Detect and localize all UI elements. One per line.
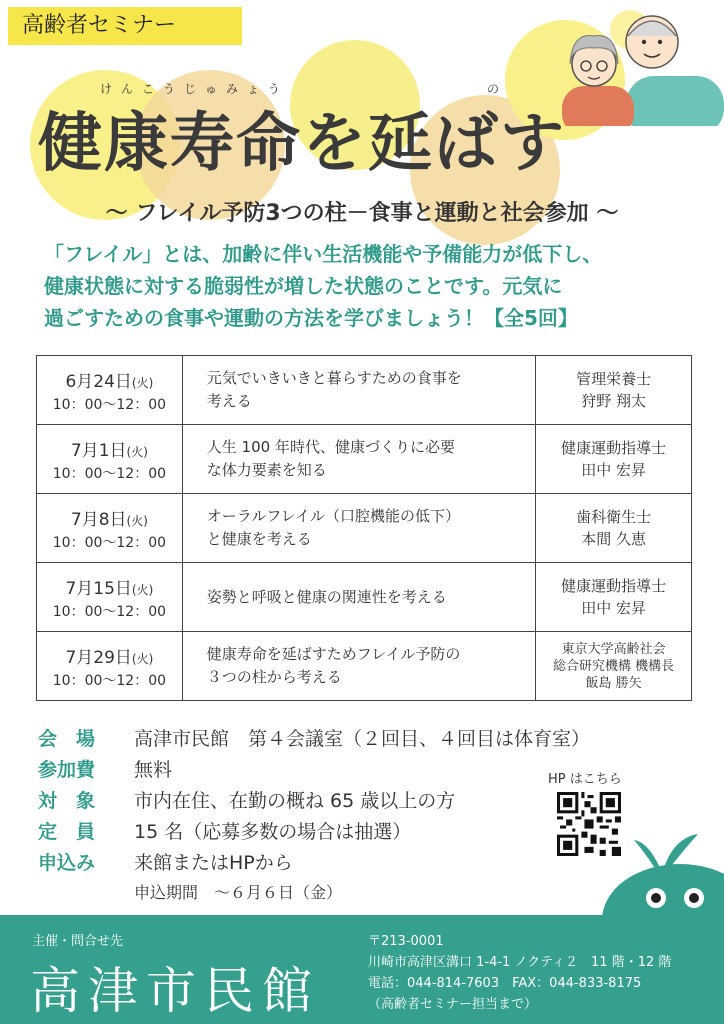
apply-value: 来館またはHPから bbox=[134, 852, 293, 874]
session-date bbox=[37, 356, 183, 425]
weekday-text: (火) bbox=[126, 444, 148, 459]
capacity-label: 定 員 bbox=[38, 821, 96, 843]
session-lecturer bbox=[536, 494, 692, 563]
venue-value: 高津市民館 第４会議室（２回目、４回目は体育室） bbox=[134, 728, 591, 750]
time-text: 10：00～12：00 bbox=[52, 672, 167, 689]
weekday-text: (火) bbox=[126, 513, 148, 528]
title-ruby: けんこうじゅみょう bbox=[100, 82, 290, 96]
topic-line: 姿勢と呼吸と健康の関連性を考える bbox=[206, 587, 447, 606]
date-text: 7月29日 bbox=[65, 647, 132, 668]
contact-note: （高齢者セミナー担当まで） bbox=[368, 997, 538, 1012]
contact-info bbox=[368, 931, 671, 1015]
lecturer-name: 本間 久恵 bbox=[581, 530, 646, 548]
target-value: 市内在住、在勤の概ね 65 歳以上の方 bbox=[134, 790, 456, 812]
date-text: 7月15日 bbox=[65, 578, 132, 599]
qr-label: HP はこちら bbox=[548, 772, 622, 787]
weekday-text: (火) bbox=[131, 651, 154, 666]
table-row bbox=[37, 632, 692, 701]
session-topic bbox=[182, 494, 535, 563]
time-text: 10：00～12：00 bbox=[52, 534, 167, 551]
lecturer-name: 飯島 勝矢 bbox=[585, 675, 642, 691]
address: 川崎市高津区溝口 1-4-1 ノクティ２ 11 階・12 階 bbox=[368, 955, 672, 970]
table-row bbox=[37, 425, 692, 494]
topic-line: オーラルフレイル（口腔機能の低下） bbox=[206, 507, 460, 525]
topic-line: 元気でいきいきと暮らすための食事を bbox=[206, 369, 462, 387]
time-text: 10：00～12：00 bbox=[52, 603, 167, 620]
lecturer-title: 歯科衛生士 bbox=[576, 508, 652, 526]
table-row bbox=[37, 356, 692, 425]
date-text: 7月1日 bbox=[70, 440, 127, 461]
date-text: 7月8日 bbox=[70, 509, 127, 530]
time-text: 10：00～12：00 bbox=[52, 396, 167, 413]
capacity-value: 15 名（応募多数の場合は抽選） bbox=[134, 821, 412, 843]
intro-line: 過ごすための食事や運動の方法を学びましょう！【全5回】 bbox=[44, 306, 578, 330]
topic-line: ３つの柱から考える bbox=[206, 668, 342, 686]
session-lecturer bbox=[536, 356, 692, 425]
target-label: 対 象 bbox=[38, 790, 96, 812]
session-date bbox=[37, 494, 183, 563]
lecturer-title: 健康運動指導士 bbox=[561, 439, 667, 457]
topic-line: な体力要素を知る bbox=[206, 461, 327, 479]
lecturer-name: 田中 宏昇 bbox=[581, 461, 646, 479]
session-date bbox=[37, 563, 183, 632]
elderly-couple-illustration bbox=[556, 6, 724, 126]
session-date bbox=[37, 425, 183, 494]
topic-line: 健康寿命を延ばすためフレイル予防の bbox=[206, 645, 461, 663]
topic-line: 人生 100 年時代、健康づくりに必要 bbox=[206, 438, 455, 456]
fee-value: 無料 bbox=[134, 759, 173, 781]
fee-label: 参加費 bbox=[38, 759, 96, 781]
weekday-text: (火) bbox=[131, 375, 154, 390]
apply-label: 申込み bbox=[38, 852, 96, 874]
lecturer-title: 健康運動指導士 bbox=[561, 577, 667, 595]
session-lecturer bbox=[536, 425, 692, 494]
weekday-text: (火) bbox=[131, 582, 154, 597]
session-topic bbox=[182, 632, 535, 701]
date-text: 6月24日 bbox=[65, 371, 132, 392]
host-label: 主催・問合せ先 bbox=[32, 934, 124, 949]
page-title: 健康寿命を延ばす bbox=[38, 107, 566, 181]
venue-row bbox=[38, 722, 698, 753]
venue-label: 会 場 bbox=[38, 728, 96, 750]
topic-line: と健康を考える bbox=[206, 530, 312, 548]
session-date bbox=[37, 632, 183, 701]
intro-line: 「フレイル」とは、加齢に伴い生活機能や予備能力が低下し、 bbox=[44, 242, 603, 266]
intro-line: 健康状態に対する脆弱性が増した状態のことです。元気に bbox=[44, 274, 563, 298]
table-row bbox=[37, 563, 692, 632]
session-topic bbox=[182, 425, 535, 494]
lecturer-title: 管理栄養士 bbox=[576, 370, 652, 388]
intro-text bbox=[44, 238, 694, 334]
lecturer-title: 総合研究機構 機構長 bbox=[553, 658, 675, 674]
schedule-table bbox=[36, 355, 692, 701]
session-topic bbox=[182, 563, 535, 632]
phone-fax: 電話：044-814-7603 FAX：044-833-8175 bbox=[368, 976, 642, 991]
category-badge: 高齢者セミナー bbox=[8, 7, 242, 45]
session-lecturer bbox=[536, 632, 692, 701]
page-subtitle: ～ フレイル予防3つの柱－食事と運動と社会参加 ～ bbox=[105, 201, 619, 226]
table-row bbox=[37, 494, 692, 563]
lecturer-org: 東京大学高齢社会 bbox=[561, 641, 666, 657]
mascot-illustration bbox=[590, 828, 724, 928]
topic-line: 考える bbox=[206, 392, 252, 410]
session-lecturer bbox=[536, 563, 692, 632]
organizer-name: 高津市民館 bbox=[30, 962, 320, 1020]
lecturer-name: 田中 宏昇 bbox=[581, 599, 646, 617]
footer-band bbox=[0, 915, 724, 1024]
application-period: 申込期間 ～６月６日（金） bbox=[134, 883, 343, 902]
lecturer-name: 狩野 翔太 bbox=[581, 392, 646, 410]
session-topic bbox=[182, 356, 535, 425]
time-text: 10：00～12：00 bbox=[52, 465, 167, 482]
title-ruby-no: の bbox=[487, 82, 500, 96]
postal-code: 〒213-0001 bbox=[368, 934, 444, 949]
